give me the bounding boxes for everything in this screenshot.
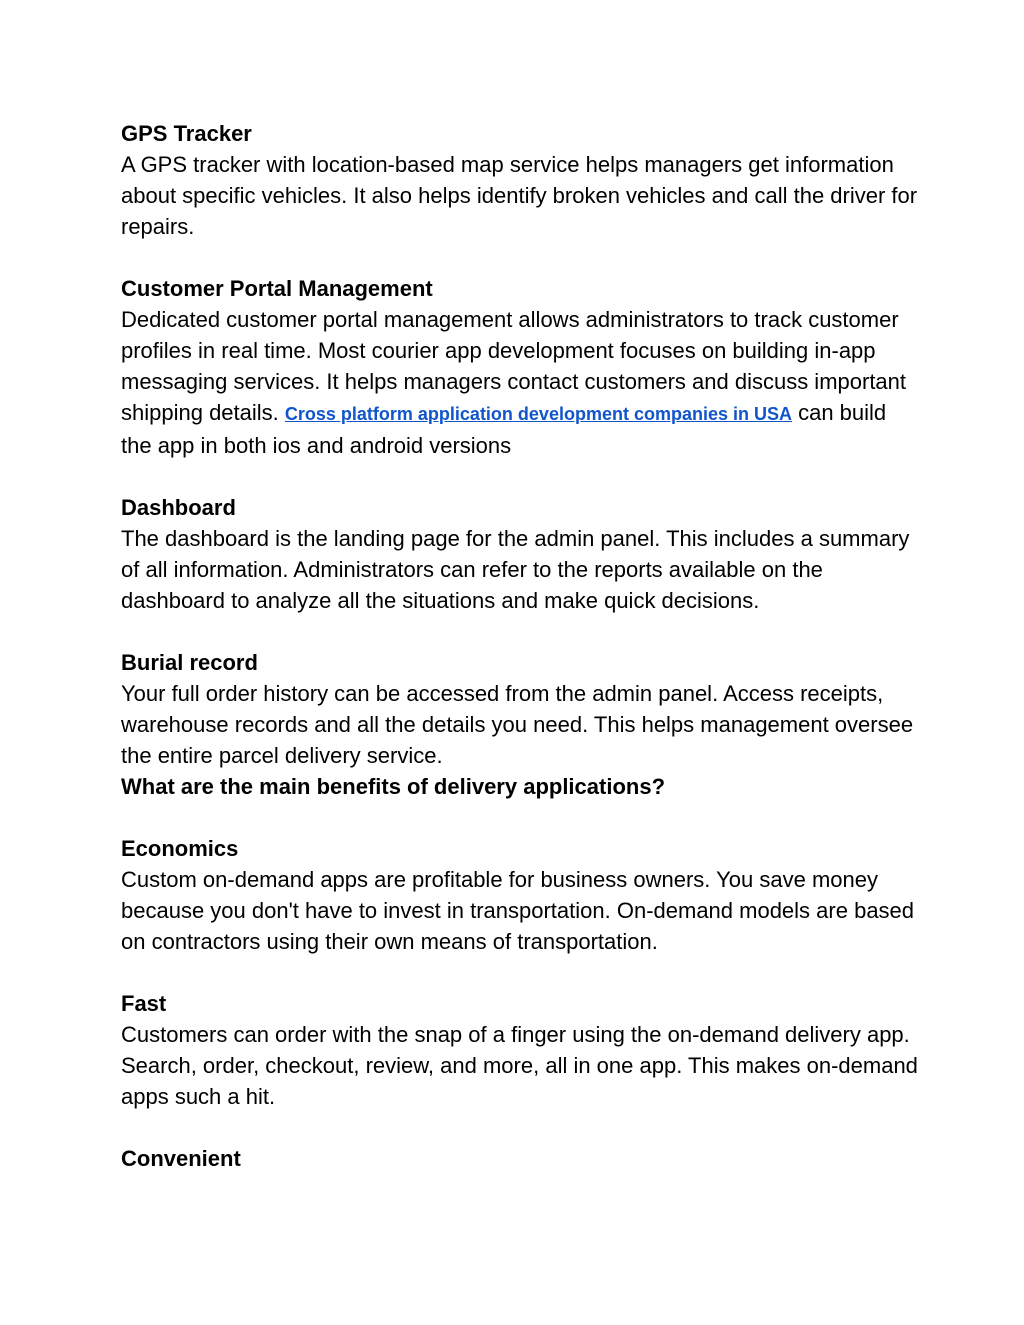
section-heading-convenient: Convenient: [121, 1146, 241, 1171]
document-page: [121, 118, 921, 1174]
paragraph-spacer: [121, 242, 921, 273]
cross-platform-link[interactable]: Cross platform application development companies in USA: [284, 404, 792, 424]
paragraph-spacer: [121, 802, 921, 833]
section-heading-economics: Economics: [121, 836, 239, 861]
section-heading-burial-record: Burial record: [121, 650, 258, 675]
section-body-dashboard: The dashboard is the landing page for the admin panel. This includes a summary of all information. Administrators can refer to the reports available on the dashboard to analyze all the situations and make quick decisions.: [121, 526, 910, 613]
section-body-customer-portal: [121, 304, 921, 461]
paragraph-spacer: [121, 461, 921, 492]
customer-portal-text-continued: can build the app in both ios and android versions: [121, 400, 887, 458]
section-heading-gps-tracker: GPS Tracker: [121, 121, 252, 146]
section-body-burial-record: Your full order history can be accessed from the admin panel. Access receipts, warehouse records and all the details you need. This helps management oversee the entire parcel delivery service.: [121, 681, 914, 768]
section-heading-dashboard: Dashboard: [121, 495, 236, 520]
paragraph-spacer: [121, 1112, 921, 1143]
customer-portal-text: Dedicated customer portal management allows administrators to track customer profiles in real time. Most courier app development focuses on building in-app messaging services. It helps managers contact customers and discuss important shipping details.: [121, 307, 907, 425]
section-heading-fast: Fast: [121, 991, 167, 1016]
section-body-fast: Customers can order with the snap of a finger using the on-demand delivery app. Search, order, checkout, review, and more, all in one app. This makes on-demand apps such a hit.: [121, 1022, 918, 1109]
section-body-gps-tracker: A GPS tracker with location-based map service helps managers get information about specific vehicles. It also helps identify broken vehicles and call the driver for repairs.: [121, 152, 918, 239]
section-body-economics: Custom on-demand apps are profitable for business owners. You save money because you don't have to invest in transportation. On-demand models are based on contractors using their own means of transportation.: [121, 867, 915, 954]
section-heading-customer-portal: Customer Portal Management: [121, 276, 433, 301]
paragraph-spacer: [121, 957, 921, 988]
benefits-question-heading: What are the main benefits of delivery applications?: [121, 774, 666, 799]
paragraph-spacer: [121, 616, 921, 647]
